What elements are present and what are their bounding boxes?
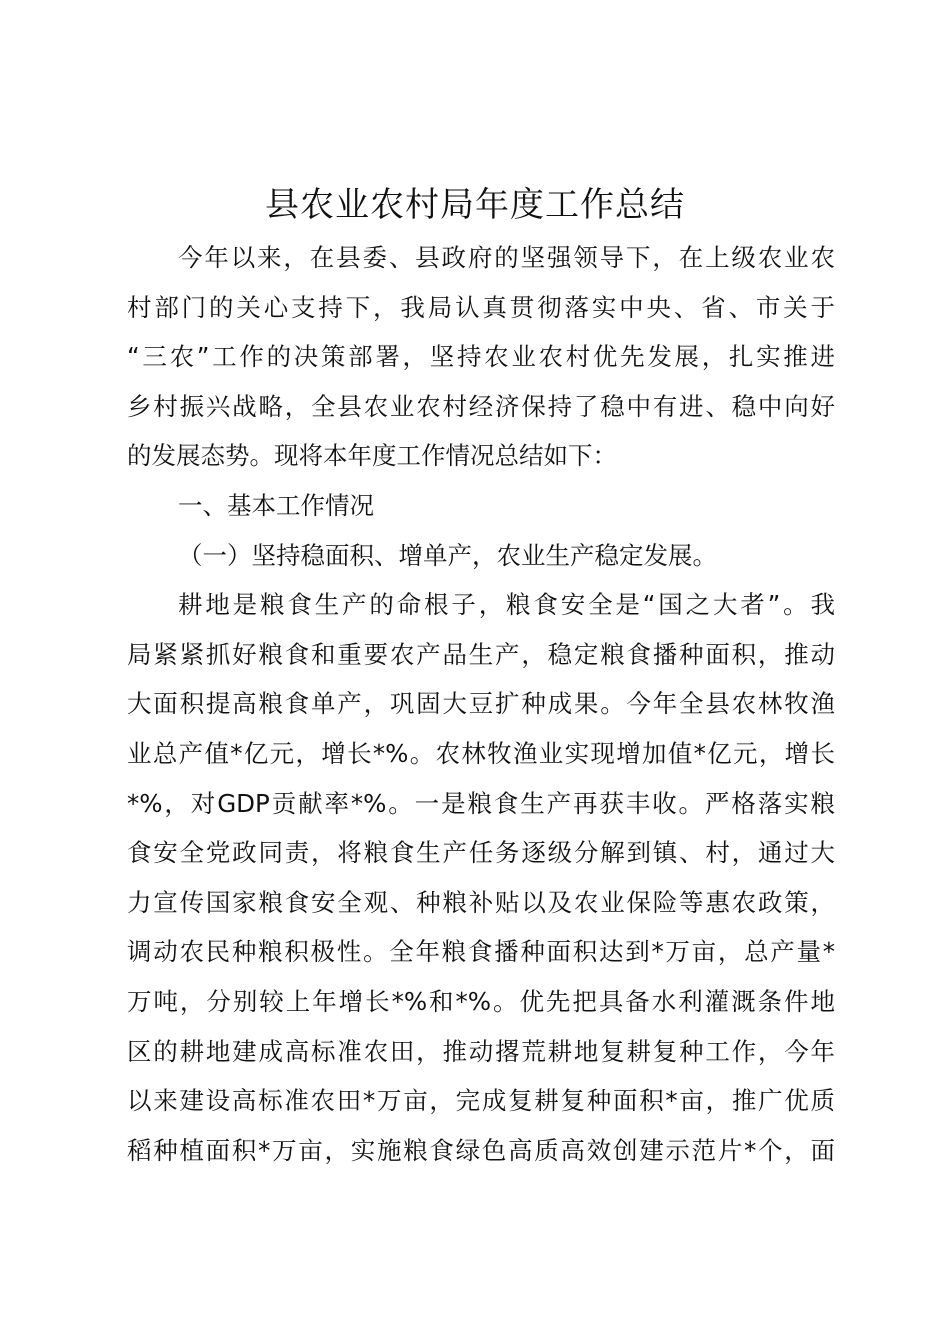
text-line: 的发展态势。现将本年度工作情况总结如下： — [127, 441, 617, 471]
document-body — [127, 233, 835, 1175]
document-title: 县农业农村局年度工作总结 — [265, 185, 685, 225]
text-line: 耕地是粮食生产的命根子，粮食安全是“国之大者”。我 — [178, 590, 835, 620]
text-line: “三农”工作的决策部署，坚持农业农村优先发展，扎实推进 — [127, 342, 835, 372]
text-line: 调动农民种粮积极性。全年粮食播种面积达到*万亩，总产量* — [127, 937, 835, 967]
text-line: 大面积提高粮食单产，巩固大豆扩种成果。今年全县农林牧渔 — [127, 689, 835, 719]
text-line: 区的耕地建成高标准农田，推动撂荒耕地复耕复种工作，今年 — [127, 1036, 835, 1066]
text-line: 力宣传国家粮食安全观、种粮补贴以及农业保险等惠农政策， — [127, 887, 835, 917]
text-line: 以来建设高标准农田*万亩，完成复耕复种面积*亩，推广优质 — [127, 1086, 835, 1116]
text-line: 一、基本工作情况 — [178, 490, 374, 520]
text-line: 今年以来，在县委、县政府的坚强领导下，在上级农业农 — [178, 243, 835, 272]
text-line: 村部门的关心支持下，我局认真贯彻落实中央、省、市关于 — [127, 292, 835, 322]
text-line: 万吨，分别较上年增长*%和*%。优先把具备水利灌溉条件地 — [127, 986, 835, 1016]
text-line: （一）坚持稳面积、增单产，农业生产稳定发展。 — [178, 540, 717, 570]
text-line: 稻种植面积*万亩，实施粮食绿色高质高效创建示范片*个，面 — [127, 1135, 835, 1165]
text-line: 局紧紧抓好粮食和重要农产品生产，稳定粮食播种面积，推动 — [127, 639, 835, 669]
text-line: *%，对GDP贡献率*%。一是粮食生产再获丰收。严格落实粮 — [127, 788, 835, 818]
text-line: 食安全党政同责，将粮食生产任务逐级分解到镇、村，通过大 — [127, 838, 835, 868]
text-line: 乡村振兴战略，全县农业农村经济保持了稳中有进、稳中向好 — [127, 391, 835, 421]
text-line: 业总产值*亿元，增长*%。农林牧渔业实现增加值*亿元，增长 — [127, 738, 835, 768]
